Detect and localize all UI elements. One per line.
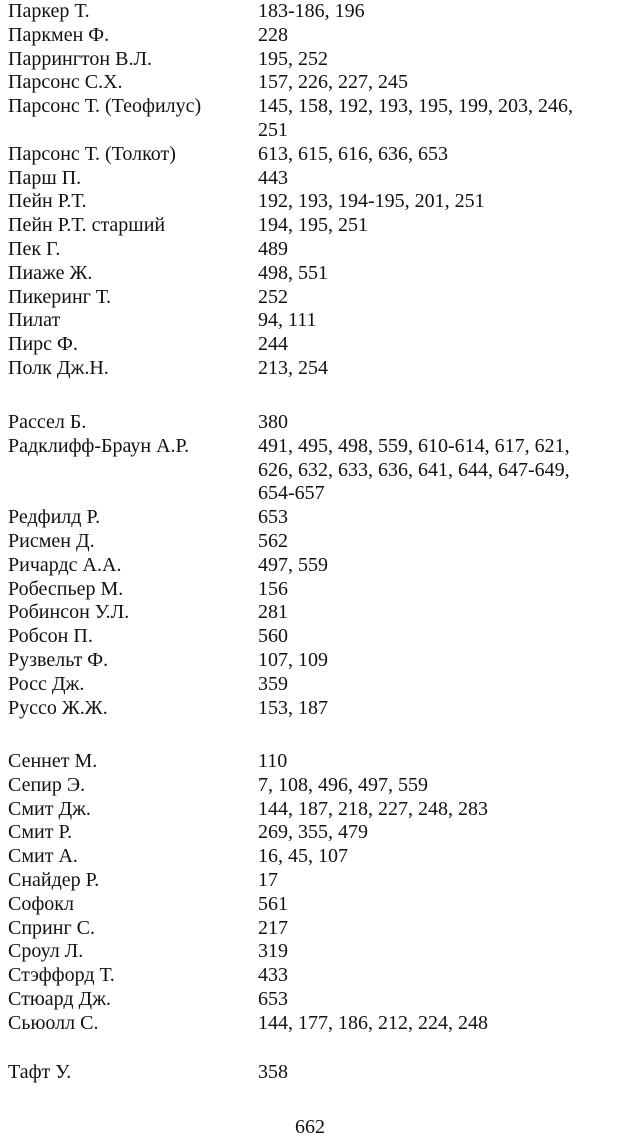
index-entry (0, 964, 620, 988)
index-entry (0, 214, 620, 238)
index-entry-name: Сроул Л. (8, 940, 84, 963)
index-entry-name: Софокл (8, 892, 74, 915)
index-entry-row (0, 964, 620, 988)
index-entry-name: Пилат (8, 309, 61, 332)
index-entry-row (0, 411, 620, 435)
index-entry (0, 869, 620, 893)
index-entry-pages: 319 (258, 940, 288, 963)
index-entry-name: Робсон П. (8, 625, 93, 648)
index-entry (0, 435, 620, 506)
index-entry (0, 940, 620, 964)
index-entry-name: Пирс Ф. (8, 333, 78, 356)
index-entry-pages: 561 (258, 892, 288, 915)
index-entry (0, 601, 620, 625)
index-entry-row (0, 578, 620, 602)
index-entry-row (0, 333, 620, 357)
index-entry-name: Рисмен Д. (8, 529, 95, 552)
index-entry-pages: 145, 158, 192, 193, 195, 199, 203, 246, (258, 95, 573, 118)
index-entry (0, 798, 620, 822)
index-entry-name: Сеннет М. (8, 750, 98, 772)
index-entry-row (0, 71, 620, 95)
index-entry-pages: 157, 226, 227, 245 (258, 71, 408, 94)
index-entry-pages: 110 (258, 750, 288, 772)
index-entry (0, 917, 620, 941)
index-entry-pages: 653 (258, 987, 288, 1010)
index-entry-row (0, 1012, 620, 1036)
index-entry-name: Руссо Ж.Ж. (8, 696, 108, 719)
index-entry-row (0, 214, 620, 238)
index-entry (0, 167, 620, 191)
index-entry-row (0, 673, 620, 697)
index-entry-row (0, 940, 620, 964)
index-entry-pages-continued: 626, 632, 633, 636, 641, 644, 647-649, (258, 458, 570, 481)
index-entry-name: Сепир Э. (8, 773, 86, 796)
index-entry-row (0, 95, 620, 119)
index-letter-group (0, 411, 620, 720)
index-entry (0, 554, 620, 578)
index-entry-row (0, 190, 620, 214)
index-entry-name: Стэффорд Т. (8, 964, 115, 987)
index-entry-row (0, 24, 620, 48)
index-entry (0, 95, 620, 143)
index-entry-pages: 613, 615, 616, 636, 653 (258, 142, 448, 165)
index-entry-row (0, 798, 620, 822)
index-entry (0, 530, 620, 554)
index-entry-name: Парш П. (8, 166, 82, 189)
index-entry-pages: 433 (258, 964, 288, 987)
index-entry-pages: 491, 495, 498, 559, 610-614, 617, 621, (258, 434, 570, 457)
index-entry-name: Парсонс С.Х. (8, 71, 123, 94)
index-entry-row (0, 774, 620, 798)
index-entry (0, 71, 620, 95)
index-entry-row (0, 601, 620, 625)
index-entry-name: Рузвельт Ф. (8, 648, 109, 671)
index-entry (0, 506, 620, 530)
index-entry (0, 673, 620, 697)
index-entry-pages: 192, 193, 194-195, 201, 251 (258, 190, 485, 213)
index-letter-group (0, 0, 620, 381)
index-entry (0, 143, 620, 167)
index-entry-name: Робеспьер М. (8, 577, 124, 600)
index-entry (0, 262, 620, 286)
index-entry-name: Пиаже Ж. (8, 261, 93, 284)
index-entry-pages: 144, 187, 218, 227, 248, 283 (258, 797, 488, 820)
index-entry-name: Ричардс А.А. (8, 553, 122, 576)
index-letter-group (0, 750, 620, 1036)
index-entry-name: Паркер Т. (8, 0, 90, 22)
index-entry-row (0, 309, 620, 333)
index-entry (0, 578, 620, 602)
index-entry-pages: 497, 559 (258, 553, 328, 576)
index-entry (0, 357, 620, 381)
index-entry-row (0, 262, 620, 286)
index-entry-name: Снайдер Р. (8, 868, 100, 891)
index-entry-name: Радклифф-Браун А.Р. (8, 434, 190, 457)
index-entry-pages: 443 (258, 166, 288, 189)
index-entry-name: Паррингтон В.Л. (8, 47, 153, 70)
index-entry-row (0, 286, 620, 310)
index-entry (0, 0, 620, 24)
index-entry-pages: 213, 254 (258, 356, 328, 379)
index-entry-pages: 359 (258, 672, 288, 695)
index-entry-row (0, 0, 620, 24)
index-entry-row (0, 917, 620, 941)
index-entry-pages-continued: 251 (258, 118, 288, 141)
index-entry-row (0, 554, 620, 578)
index-entry (0, 190, 620, 214)
index-entry-name: Тафт У. (8, 1061, 72, 1083)
index-entry (0, 309, 620, 333)
index-entry-name: Робинсон У.Л. (8, 601, 130, 624)
index-entry-pages: 153, 187 (258, 696, 328, 719)
index-entry (0, 333, 620, 357)
index-entry-name: Пейн Р.Т. старший (8, 214, 166, 237)
index-entry-row (0, 530, 620, 554)
index-entry-row (0, 48, 620, 72)
index-entry-row (0, 821, 620, 845)
index-entry-name: Росс Дж. (8, 672, 85, 695)
index-entry-name: Смит А. (8, 845, 78, 868)
index-entry-pages: 217 (258, 916, 288, 939)
index-entry (0, 238, 620, 262)
index-letter-group (0, 1061, 620, 1085)
index-entry (0, 988, 620, 1012)
index-entry (0, 411, 620, 435)
index-entry-name: Рассел Б. (8, 411, 87, 433)
index-entry (0, 697, 620, 721)
index-entry-name: Пек Г. (8, 237, 61, 260)
index-entry-name: Смит Р. (8, 821, 73, 844)
index-entry-row (0, 357, 620, 381)
index-entry-row (0, 143, 620, 167)
index-entry-pages: 7, 108, 496, 497, 559 (258, 773, 428, 796)
index-entry-pages: 489 (258, 237, 288, 260)
index-entry-name: Смит Дж. (8, 797, 91, 820)
index-entry-pages: 194, 195, 251 (258, 214, 368, 237)
index-entry-pages-continued: 654-657 (258, 482, 325, 505)
index-entry (0, 774, 620, 798)
index-entry-pages: 228 (258, 23, 288, 46)
index-entry-row (0, 697, 620, 721)
index-entry-pages: 358 (258, 1061, 288, 1083)
index-entry-name: Полк Дж.Н. (8, 356, 109, 379)
index-entry-pages: 281 (258, 601, 288, 624)
index-entry (0, 649, 620, 673)
index-entry-row (0, 167, 620, 191)
index-entry-pages: 195, 252 (258, 47, 328, 70)
index-entry (0, 845, 620, 869)
index-entry-pages: 107, 109 (258, 648, 328, 671)
index-entry-pages: 560 (258, 625, 288, 648)
index-entry-row (0, 649, 620, 673)
index-entry-pages: 498, 551 (258, 261, 328, 284)
index-entry-pages: 144, 177, 186, 212, 224, 248 (258, 1011, 488, 1034)
index-entry-name: Пикеринг Т. (8, 285, 112, 308)
index-entry-row (0, 750, 620, 774)
index-entry-name: Редфилд Р. (8, 506, 101, 529)
index-entry-pages: 94, 111 (258, 309, 317, 332)
index-entry (0, 24, 620, 48)
index-entry-row (0, 625, 620, 649)
index-entry-name: Паркмен Ф. (8, 23, 110, 46)
index-entry-name: Пейн Р.Т. (8, 190, 87, 213)
index-entry-row (0, 238, 620, 262)
index-entry (0, 750, 620, 774)
index-entry-name: Спринг С. (8, 916, 95, 939)
index-entry (0, 48, 620, 72)
index-entry-name: Парсонс Т. (Теофилус) (8, 95, 202, 118)
index-entry (0, 286, 620, 310)
index-entry-row (0, 1061, 620, 1085)
index-entry-pages: 252 (258, 285, 288, 308)
index-entry-row (0, 506, 620, 530)
page-number: 662 (295, 1116, 325, 1138)
index-entry-pages: 380 (258, 411, 288, 433)
index-entry-pages: 562 (258, 529, 288, 552)
index-entry (0, 1012, 620, 1036)
index-entry (0, 893, 620, 917)
index-entry-name: Парсонс Т. (Толкот) (8, 142, 176, 165)
index-entry-row (0, 869, 620, 893)
index-entry-pages: 17 (258, 868, 278, 891)
index-entry-name: Стюард Дж. (8, 987, 112, 1010)
index-entry-pages: 244 (258, 333, 288, 356)
index-entry (0, 821, 620, 845)
index-entry-name: Сьюолл С. (8, 1011, 99, 1034)
index-entry (0, 1061, 620, 1085)
index-entry-row (0, 845, 620, 869)
index-entry-pages: 156 (258, 577, 288, 600)
index-entry-pages: 16, 45, 107 (258, 845, 348, 868)
index-entry-pages: 183-186, 196 (258, 0, 365, 22)
index-entry-pages: 269, 355, 479 (258, 821, 368, 844)
index-entry-row (0, 435, 620, 459)
index-entry-row (0, 893, 620, 917)
index-entry-pages: 653 (258, 506, 288, 529)
index-entry (0, 625, 620, 649)
index-entry-row (0, 988, 620, 1012)
